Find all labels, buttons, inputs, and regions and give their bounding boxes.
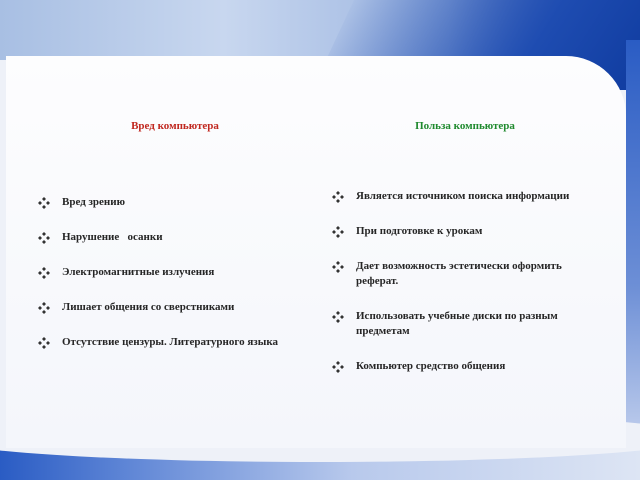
list-item-text: Лишает общения со сверстниками [62,301,235,313]
list-item-text: Вред зрению [62,196,126,208]
list-item [332,309,602,339]
four-diamond-bullet-icon [38,197,50,209]
list-item [332,359,602,374]
list-item [38,300,318,315]
list-item [38,195,318,210]
list-item-text: Отсутствие цензуры. Литературного языка [62,336,278,348]
list-item [38,265,318,280]
benefit-list [332,189,602,394]
four-diamond-bullet-icon [332,226,344,238]
list-item [332,224,602,239]
four-diamond-bullet-icon [38,267,50,279]
list-item-text: При подготовке к урокам [356,225,483,237]
harm-list [38,195,318,370]
harm-column-heading: Вред компьютера [131,120,219,132]
list-item-text: Использовать учебные диски по разным предметам [356,310,558,337]
list-item-text: Дает возможность эстетически оформить реферат. [356,260,562,287]
list-item-text: Нарушение осанки [62,231,163,243]
four-diamond-bullet-icon [332,361,344,373]
list-item [332,189,602,204]
four-diamond-bullet-icon [38,232,50,244]
background-right-edge [626,40,640,450]
four-diamond-bullet-icon [332,191,344,203]
four-diamond-bullet-icon [332,311,344,323]
benefit-column-heading: Польза компьютера [415,120,515,132]
list-item-text: Является источником поиска информации [356,190,570,202]
list-item [38,335,318,350]
list-item-text: Компьютер средство общения [356,360,506,372]
four-diamond-bullet-icon [38,302,50,314]
list-item [38,230,318,245]
list-item [332,259,602,289]
list-item-text: Электромагнитные излучения [62,266,215,278]
four-diamond-bullet-icon [332,261,344,273]
four-diamond-bullet-icon [38,337,50,349]
